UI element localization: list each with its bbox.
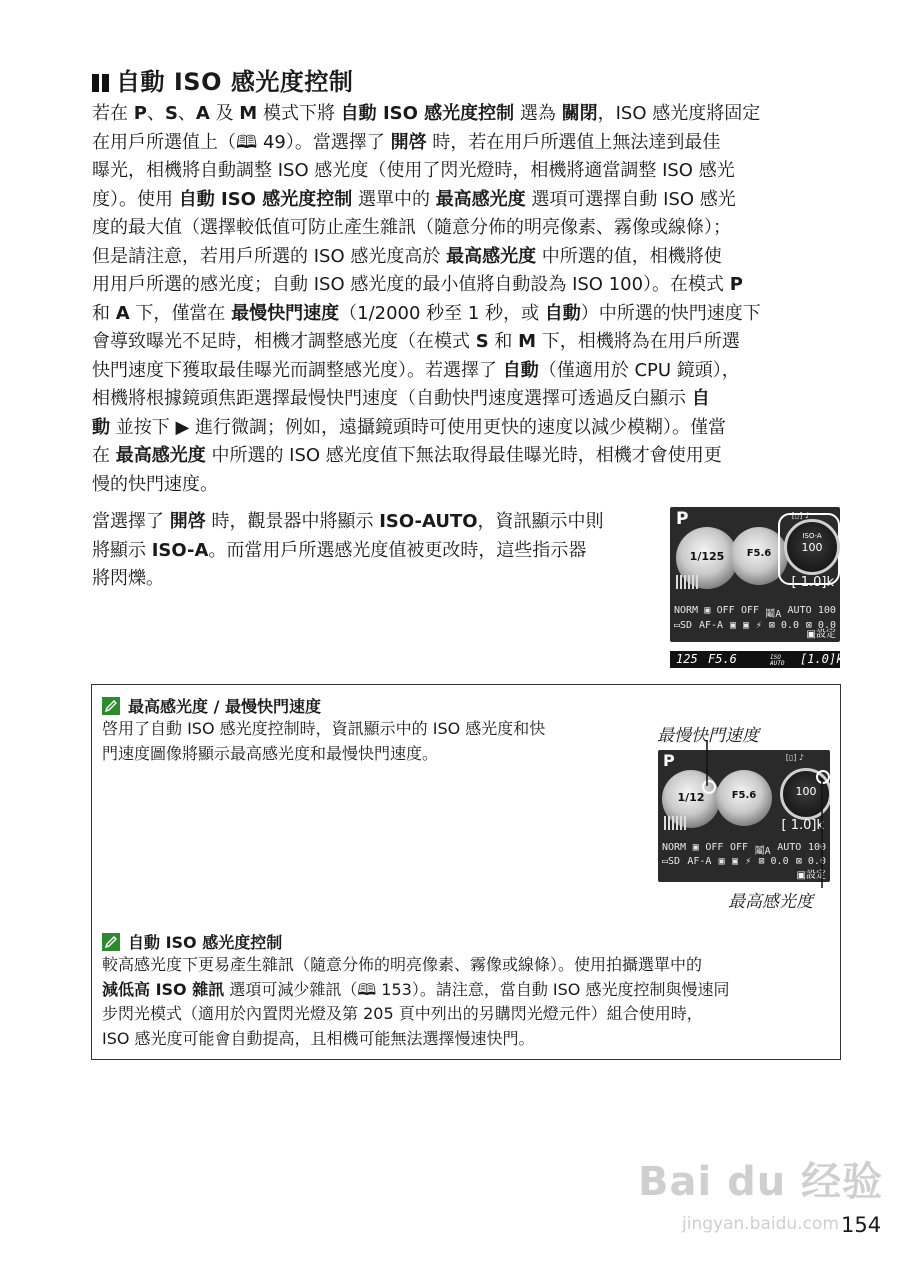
metering-icon: ▣ [731,856,738,867]
text-line: 減低高 ISO 雜訊 選項可減少雜訊（🕮 153）。請注意，當自動 ISO 感光度控制與慢速同 [102,979,730,999]
flash-comp-value: ⊠ 0.0 [805,620,836,631]
pencil-icon [102,933,120,951]
size-icon: ▣ [704,605,711,616]
info-display-screenshot-2 [658,750,830,882]
heading-text: 自動 ISO 感光度控制 [116,68,354,96]
heading-marker-icon [92,68,112,96]
iso-value: 100 [795,785,817,798]
setting-label [797,866,826,881]
dial-grid-icon [664,816,688,830]
text-line: 步閃光模式（適用於內置閃光燈及第 205 頁中列出的另購閃光燈元件）組合使用時， [102,1004,703,1023]
setting-icon: ▣ [796,870,806,881]
note1-line: 啓用了自動 ISO 感光度控制時，資訊顯示中的 ISO 感光度和快 [102,719,546,738]
callout-max-iso: 最高感光度 [728,892,813,912]
iso-setting-value: 100 [817,605,836,616]
note2-title [102,930,282,953]
text-line: 用用戶所選的感光度；自動 ISO 感光度的最小值將自動設為 ISO 100）。在模式 P [92,274,743,295]
text-line: 將閃爍。 [92,568,164,589]
slowest-shutter-marker [702,780,716,794]
section-heading [92,62,353,97]
vf-aperture: F5.6 [708,652,737,666]
text-line: 相機將根據鏡頭焦距選擇最慢快門速度（自動快門速度選擇可透過反白顯示 自 [92,388,710,409]
size-icon: ▣ [692,842,699,853]
shutter-value: 1/125 [689,550,725,563]
flash-icon: ⚡ [745,856,752,867]
max-iso-marker [816,770,830,784]
note1-text [102,717,545,766]
setting-icon: ▣ [806,629,816,640]
note1-title-text: 最高感光度 / 最慢快門速度 [128,697,321,716]
text-line: 當選擇了 開啓 時，觀景器中將顯示 ISO-AUTO，資訊顯示中則 [92,511,604,532]
note2-title-text: 自動 ISO 感光度控制 [128,933,283,952]
settings-row-1 [662,842,826,857]
adl-value: 鬮A [754,846,771,857]
card-value: ▭SD [662,856,681,867]
metering-icon: ▣ [742,620,749,631]
card-value: ▭SD [674,620,693,631]
flash-comp-value: ⊠ 0.0 [795,856,826,867]
note1-title [102,694,321,717]
aperture-value: F5.6 [731,790,757,801]
text-line: 和 A 下，僅當在 最慢快門速度（1/2000 秒至 1 秒，或 自動）中所選的快門速度下 [92,302,761,324]
setting-text: 設定 [806,870,826,881]
callout-slowest-shutter: 最慢快門速度 [657,726,759,746]
viewfinder-display [670,651,844,668]
vr-value: OFF [705,842,724,853]
battery-icon: [▯] ♪ [791,511,810,520]
af-mode-value: AF-A [687,856,712,867]
pencil-icon [102,697,120,715]
exp-comp-value: ⊠ 0.0 [768,620,799,631]
flash-icon: ⚡ [755,620,762,631]
shots-remaining: [ 1.0]k [791,575,834,590]
aperture-value: F5.6 [746,548,772,559]
text-line: 在用戶所選值上（🕮 49）。當選擇了 開啓 時，若在用戶所選值上無法達到最佳 [92,131,721,153]
text-line: 快門速度下獲取最佳曝光而調整感光度）。若選擇了 自動（僅適用於 CPU 鏡頭）， [92,359,740,381]
quality-value: NORM [674,605,699,616]
text-line: 較高感光度下更易產生雜訊（隨意分佈的明亮像素、霧像或線條）。使用拍攝選單中的 [102,955,703,974]
iso-dial [784,519,840,575]
info-display-screenshot [670,507,840,642]
mode-indicator: P [663,751,675,770]
battery-icon: [▯] ♪ [785,753,804,762]
note1-line: 門速度圖像將顯示最高感光度和最慢快門速度。 [102,743,439,763]
shutter-value: 1/12 [677,791,705,804]
quality-value: NORM [662,842,687,853]
text-line: 度的最大值（選擇較低值可防止產生雜訊（隨意分佈的明亮像素、霧像或線條）； [92,217,731,238]
mode-indicator: P [676,509,689,529]
note2-text [102,953,729,1051]
setting-text: 設定 [816,629,836,640]
text-line: 在 最高感光度 中所選的 ISO 感光度值下無法取得最佳曝光時，相機才會使用更 [92,445,722,466]
text-line: 將顯示 ISO-A。而當用戶所選感光度值被更改時，這些指示器 [92,539,587,561]
text-line: 動 並按下 ▶ 進行微調；例如，遠攝鏡頭時可使用更快的速度以減少模糊）。僅當 [92,416,727,438]
vf-iso: ISO AUTO [770,654,785,667]
iso-setting-value: 100 [807,842,826,853]
hdr-value: OFF [729,842,749,853]
shots-remaining: [ 1.0]k [781,818,824,833]
text-line: 曝光，相機將自動調整 ISO 感光度（使用了閃光燈時，相機將適當調整 ISO 感光 [92,160,735,181]
exp-comp-value: ⊠ 0.0 [758,856,789,867]
hdr-value: OFF [740,605,759,616]
wb-value: AUTO [777,842,802,853]
text-line: ISO 感光度可能會自動提高，且相機可能無法選擇慢速快門。 [102,1028,535,1048]
vf-shots: [1.0]k [800,652,844,666]
af-area-icon: ▣ [730,620,737,631]
af-area-icon: ▣ [718,856,725,867]
wb-value: AUTO [787,605,812,616]
dial-grid-icon [676,575,700,589]
watermark-logo: Bai du 经验 [638,1159,884,1205]
af-mode-value: AF-A [698,620,724,631]
vr-value: OFF [716,605,735,616]
text-line: 但是請注意，若用戶所選的 ISO 感光度高於 最高感光度 中所選的值，相機將使 [92,245,722,267]
settings-row-1 [674,605,836,620]
text-line: 慢的快門速度。 [92,473,218,495]
watermark-url: jingyan.baidu.com [682,1214,839,1234]
adl-value: 鬮A [765,609,782,620]
iso-value: 100 [801,541,823,554]
text-line: 會導致曝光不足時，相機才調整感光度（在模式 S 和 M 下，相機將為在用戶所選 [92,331,740,352]
vf-shutter: 125 [676,652,698,666]
text-line: 若在 P、S、A 及 M 模式下將 自動 ISO 感光度控制 選為 關閉，ISO 感光度將固定 [92,103,761,124]
iso-label: ISO-A [802,532,822,540]
body-paragraph [92,100,844,499]
viewfinder-paragraph [92,508,662,594]
setting-label [807,625,836,640]
aperture-dial [716,770,772,826]
text-line: 度）。使用 自動 ISO 感光度控制 選單中的 最高感光度 選項可選擇自動 ISO 感光 [92,188,736,210]
page-number: 154 [841,1213,882,1237]
